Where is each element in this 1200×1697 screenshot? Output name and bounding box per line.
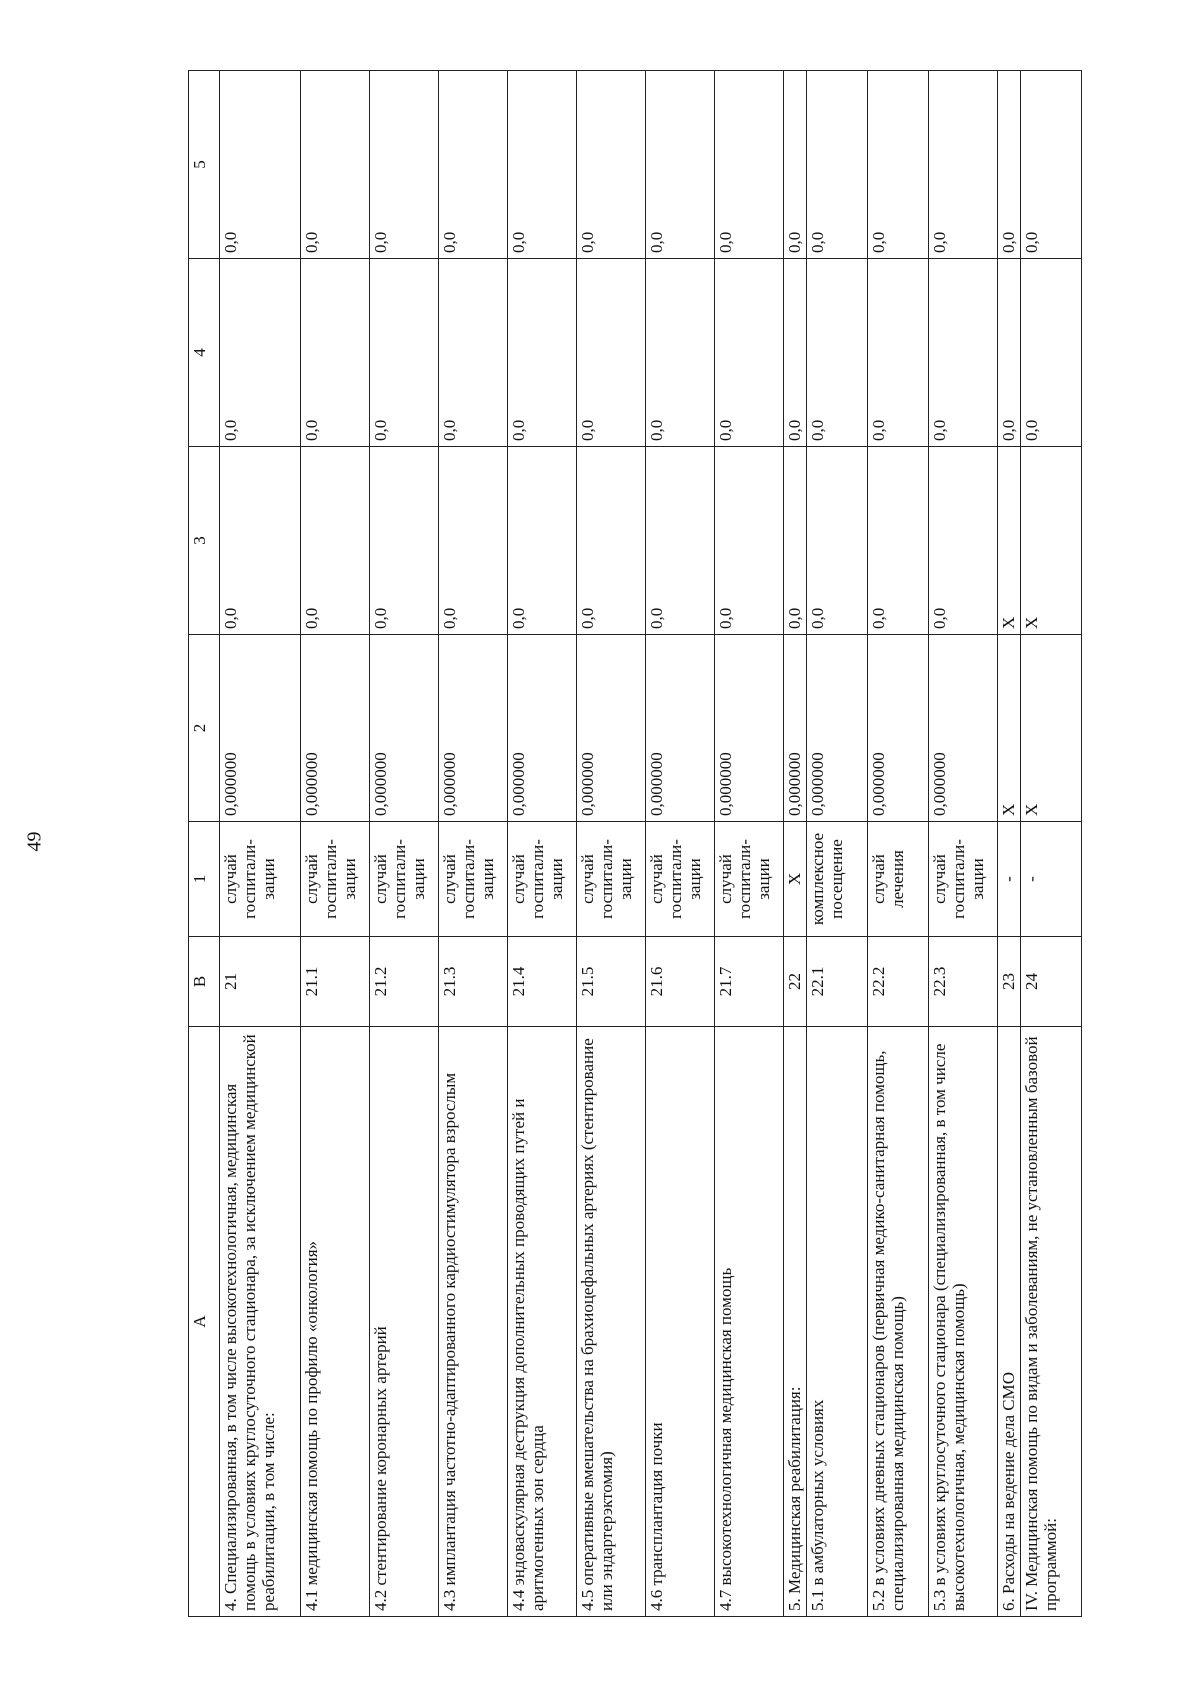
cell-3: 0,0 xyxy=(508,447,577,635)
table-row xyxy=(807,71,868,1617)
cell-5: 0,0 xyxy=(370,71,439,259)
col-header-2: 2 xyxy=(189,635,220,822)
cell-3: 0,0 xyxy=(715,447,784,635)
cell-4: 0,0 xyxy=(301,259,370,447)
cell-a: 4.3 имплантация частотно-адаптированного кардиостимулятора взрослым xyxy=(439,1027,508,1617)
cell-b: 21.3 xyxy=(439,937,508,1027)
cell-b: 21.2 xyxy=(370,937,439,1027)
cell-1: случай госпитали-зации xyxy=(715,822,784,937)
cell-4: 0,0 xyxy=(577,259,646,447)
cell-4: 0,0 xyxy=(370,259,439,447)
cell-2: 0,000000 xyxy=(220,635,301,822)
cell-2: 0,000000 xyxy=(929,635,998,822)
cell-a: 4.6 трансплантация почки xyxy=(646,1027,715,1617)
cell-a: 5.2 в условиях дневных стационаров (первичная медико-санитарная помощь, специализированная медицинская помощь) xyxy=(868,1027,929,1617)
cell-3: Х xyxy=(1021,447,1082,635)
cell-5: 0,0 xyxy=(868,71,929,259)
table-row xyxy=(370,71,439,1617)
cell-a: 5.1 в амбулаторных условиях xyxy=(807,1027,868,1617)
cell-2: 0,000000 xyxy=(370,635,439,822)
cell-5: 0,0 xyxy=(929,71,998,259)
table-row xyxy=(646,71,715,1617)
cell-1: случай лечения xyxy=(868,822,929,937)
cell-4: 0,0 xyxy=(784,259,807,447)
col-header-a: А xyxy=(189,1027,220,1617)
cell-b: 21.6 xyxy=(646,937,715,1027)
cell-a: 6. Расходы на ведение дела СМО xyxy=(998,1027,1021,1617)
cell-3: 0,0 xyxy=(439,447,508,635)
cell-1: случай госпитали-зации xyxy=(301,822,370,937)
header-row xyxy=(189,71,220,1617)
cell-4: 0,0 xyxy=(998,259,1021,447)
cell-5: 0,0 xyxy=(646,71,715,259)
cell-2: 0,000000 xyxy=(508,635,577,822)
cell-3: 0,0 xyxy=(220,447,301,635)
cell-5: 0,0 xyxy=(301,71,370,259)
cell-1: случай госпитали-зации xyxy=(370,822,439,937)
cell-5: 0,0 xyxy=(784,71,807,259)
cell-2: 0,000000 xyxy=(439,635,508,822)
cell-1: случай госпитали-зации xyxy=(439,822,508,937)
cell-3: 0,0 xyxy=(646,447,715,635)
cell-4: 0,0 xyxy=(646,259,715,447)
cell-4: 0,0 xyxy=(1021,259,1082,447)
table-row xyxy=(439,71,508,1617)
table-row xyxy=(1021,71,1082,1617)
table-row xyxy=(784,71,807,1617)
cell-a: 4.2 стентирование коронарных артерий xyxy=(370,1027,439,1617)
cell-a: 4.5 оперативные вмешательства на брахиоцефальных артериях (стентирование или эндартерэктомия) xyxy=(577,1027,646,1617)
cell-1: Х xyxy=(784,822,807,937)
cell-1: комплексное посещение xyxy=(807,822,868,937)
cell-3: 0,0 xyxy=(929,447,998,635)
cell-1: - xyxy=(998,822,1021,937)
table-row xyxy=(301,71,370,1617)
cell-4: 0,0 xyxy=(868,259,929,447)
table-row xyxy=(508,71,577,1617)
cell-b: 22 xyxy=(784,937,807,1027)
cell-1: случай госпитали-зации xyxy=(220,822,301,937)
cell-5: 0,0 xyxy=(439,71,508,259)
cell-2: Х xyxy=(1021,635,1082,822)
col-header-5: 5 xyxy=(189,71,220,259)
cell-1: случай госпитали-зации xyxy=(929,822,998,937)
cell-b: 21.7 xyxy=(715,937,784,1027)
cell-2: 0,000000 xyxy=(577,635,646,822)
cell-4: 0,0 xyxy=(220,259,301,447)
table-row xyxy=(998,71,1021,1617)
cell-3: 0,0 xyxy=(370,447,439,635)
cell-2: 0,000000 xyxy=(646,635,715,822)
cell-4: 0,0 xyxy=(439,259,508,447)
table-row xyxy=(929,71,998,1617)
table-row xyxy=(715,71,784,1617)
col-header-1: 1 xyxy=(189,822,220,937)
col-header-4: 4 xyxy=(189,259,220,447)
cell-a: 5. Медицинская реабилитация: xyxy=(784,1027,807,1617)
cell-4: 0,0 xyxy=(508,259,577,447)
cell-2: 0,000000 xyxy=(784,635,807,822)
cell-5: 0,0 xyxy=(807,71,868,259)
table-row xyxy=(577,71,646,1617)
cell-2: Х xyxy=(998,635,1021,822)
data-table xyxy=(188,70,1082,1617)
cell-2: 0,000000 xyxy=(715,635,784,822)
cell-1: случай госпитали-зации xyxy=(646,822,715,937)
cell-2: 0,000000 xyxy=(301,635,370,822)
cell-4: 0,0 xyxy=(807,259,868,447)
cell-3: 0,0 xyxy=(807,447,868,635)
cell-3: 0,0 xyxy=(577,447,646,635)
table-row xyxy=(868,71,929,1617)
cell-2: 0,000000 xyxy=(868,635,929,822)
cell-2: 0,000000 xyxy=(807,635,868,822)
cell-a: IV. Медицинская помощь по видам и заболеваниям, не установленным базовой программой: xyxy=(1021,1027,1082,1617)
cell-1: - xyxy=(1021,822,1082,937)
cell-5: 0,0 xyxy=(1021,71,1082,259)
cell-5: 0,0 xyxy=(715,71,784,259)
cell-5: 0,0 xyxy=(220,71,301,259)
cell-5: 0,0 xyxy=(998,71,1021,259)
cell-b: 21.5 xyxy=(577,937,646,1027)
cell-a: 4.4 эндоваскулярная деструкция дополнительных проводящих путей и аритмогенных зон сердца xyxy=(508,1027,577,1617)
cell-a: 4.7 высокотехнологичная медицинская помощь xyxy=(715,1027,784,1617)
cell-5: 0,0 xyxy=(508,71,577,259)
table-row xyxy=(220,71,301,1617)
cell-4: 0,0 xyxy=(715,259,784,447)
cell-b: 24 xyxy=(1021,937,1082,1027)
cell-4: 0,0 xyxy=(929,259,998,447)
rotated-table-container xyxy=(188,71,1078,1617)
cell-1: случай госпитали-зации xyxy=(508,822,577,937)
cell-3: 0,0 xyxy=(868,447,929,635)
cell-b: 22.3 xyxy=(929,937,998,1027)
cell-b: 21.4 xyxy=(508,937,577,1027)
col-header-b: В xyxy=(189,937,220,1027)
cell-a: 4.1 медицинская помощь по профилю «онкология» xyxy=(301,1027,370,1617)
page-number: 49 xyxy=(23,831,46,852)
cell-b: 21 xyxy=(220,937,301,1027)
col-header-3: 3 xyxy=(189,447,220,635)
cell-b: 22.2 xyxy=(868,937,929,1027)
cell-b: 23 xyxy=(998,937,1021,1027)
cell-a: 4. Специализированная, в том числе высокотехнологичная, медицинская помощь в условиях круглосуточного стационара, за исключением медицинской реабилитации, в том числе: xyxy=(220,1027,301,1617)
cell-b: 21.1 xyxy=(301,937,370,1027)
cell-3: Х xyxy=(998,447,1021,635)
cell-b: 22.1 xyxy=(807,937,868,1027)
cell-a: 5.3 в условиях круглосуточного стационара (специализированная, в том числе высокотехнологичная, медицинская помощь) xyxy=(929,1027,998,1617)
cell-3: 0,0 xyxy=(784,447,807,635)
cell-1: случай госпитали-зации xyxy=(577,822,646,937)
cell-3: 0,0 xyxy=(301,447,370,635)
cell-5: 0,0 xyxy=(577,71,646,259)
